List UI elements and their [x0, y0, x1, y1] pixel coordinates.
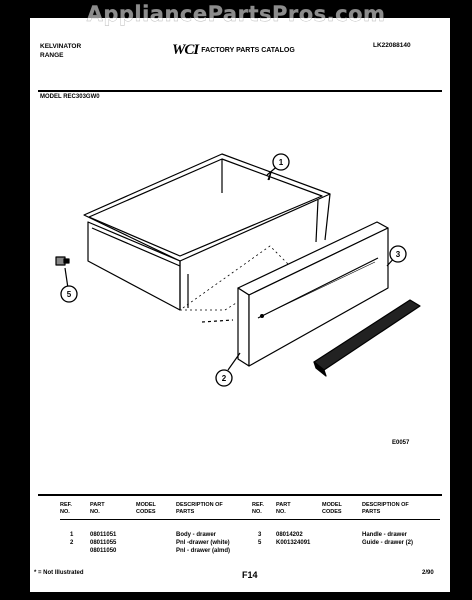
catalog-title: FACTORY PARTS CATALOG	[201, 47, 295, 54]
exploded-parts-diagram	[30, 18, 450, 488]
callout-2	[216, 370, 232, 386]
model-number: MODEL REC303GW0	[40, 94, 100, 100]
row-desc: Body - drawer	[176, 532, 217, 538]
wci-logo: WCI	[172, 42, 199, 58]
parts-table-divider	[38, 494, 442, 496]
row-part: 08011050	[90, 548, 117, 554]
drawer-guide	[56, 257, 69, 265]
svg-text:3: 3	[395, 250, 401, 259]
header-ref: REF. NO.	[60, 502, 72, 515]
header-part-right: PART NO.	[276, 502, 291, 515]
not-illustrated-note: * = Not Illustrated	[34, 570, 84, 576]
row-desc: Pnl - drawer (almd)	[176, 548, 231, 554]
row-ref: 5	[258, 540, 262, 546]
catalog-number: LK22088140	[373, 42, 411, 49]
row-part: 08014202	[276, 532, 303, 538]
row-ref: 1	[70, 532, 74, 538]
svg-text:5: 5	[66, 290, 72, 299]
page-number: F14	[242, 570, 258, 580]
callout-3	[390, 246, 406, 262]
header-ref-right: REF. NO.	[252, 502, 264, 515]
header-model-right: MODEL CODES	[322, 502, 342, 515]
row-desc: Guide - drawer (2)	[362, 540, 414, 546]
product-type: RANGE	[40, 52, 64, 59]
watermark: AppliancePartsPros.com	[86, 2, 386, 26]
callout-1	[273, 154, 289, 170]
header-desc-right: DESCRIPTION OF PARTS	[362, 502, 409, 515]
revision-date: 2/90	[422, 570, 434, 576]
row-part: 08011051	[90, 532, 117, 538]
callout-5	[61, 286, 77, 302]
row-part: K001324091	[276, 540, 311, 546]
header-model: MODEL CODES	[136, 502, 156, 515]
table-header-rule	[60, 519, 440, 520]
row-part: 08011055	[90, 540, 117, 546]
brand-name: KELVINATOR	[40, 43, 82, 50]
svg-text:2: 2	[221, 374, 227, 383]
row-desc: Pnl -drawer (white)	[176, 540, 230, 546]
row-desc: Handle - drawer	[362, 532, 408, 538]
row-ref: 2	[70, 540, 74, 546]
drawer-panel	[238, 222, 388, 366]
parts-catalog-page	[30, 18, 450, 592]
header-desc: DESCRIPTION OF PARTS	[176, 502, 223, 515]
diagram-code: E0057	[392, 440, 410, 446]
svg-text:1: 1	[278, 158, 284, 167]
header-part: PART NO.	[90, 502, 105, 515]
row-ref: 3	[258, 532, 262, 538]
